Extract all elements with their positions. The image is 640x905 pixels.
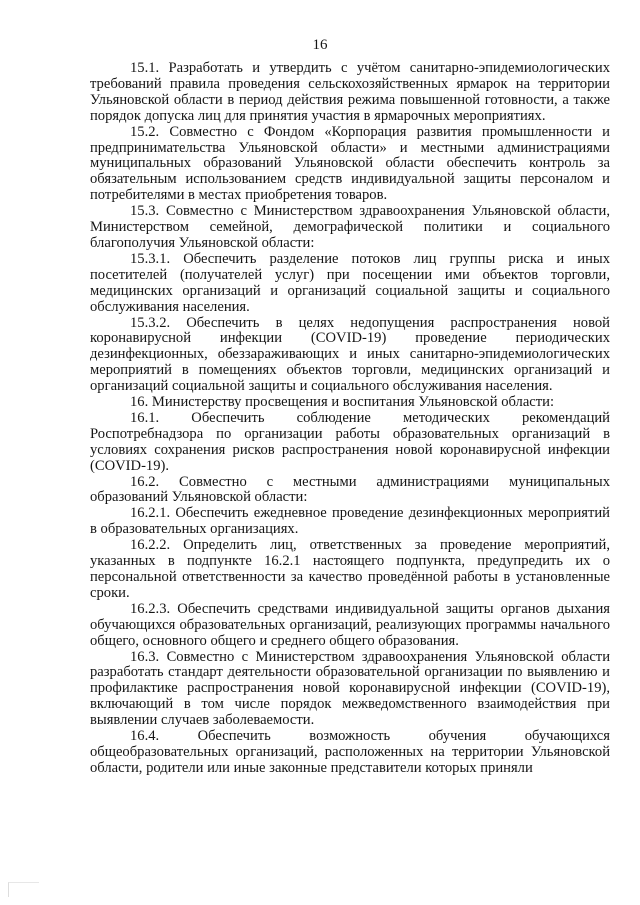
paragraph-15-3-1: 15.3.1. Обеспечить разделение потоков лиц группы риска и иных посетителей (получателей услуг) при посещении ими объектов торговли, медицинских организаций и организаций социальной защиты и социального обслуживания населения. [90, 250, 610, 315]
document-body [90, 61, 610, 777]
paragraph-16-2-3: 16.2.3. Обеспечить средствами индивидуальной защиты органов дыхания обучающихся образовательных организаций, реализующих программы начального общего, основного общего и среднего общего образования. [90, 600, 610, 649]
paragraph-16-2: 16.2. Совместно с местными администрациями муниципальных образований Ульяновской области: [90, 473, 610, 506]
paragraph-15-1: 15.1. Разработать и утвердить с учётом санитарно-эпидемиологических требований правила проведения сельскохозяйственных ярмарок на территории Ульяновской области в период действия режима повышенной готовности, а также порядок допуска лиц для принятия участия в ярмарочных мероприятиях. [90, 60, 610, 124]
paragraph-16-2-1: 16.2.1. Обеспечить ежедневное проведение дезинфекционных мероприятий в образовательных организациях. [90, 505, 610, 538]
paragraph-15-3: 15.3. Совместно с Министерством здравоохранения Ульяновской области, Министерством семейной, демографической политики и социального благополучия Ульяновской области: [90, 203, 610, 251]
paragraph-16-4: 16.4. Обеспечить возможность обучения обучающихся общеобразовательных организаций, расположенных на территории Ульяновской области, родители или иные законные представители которых приняли [90, 728, 610, 776]
scan-corner-mark [8, 882, 39, 897]
page-number: 16 [312, 37, 328, 53]
paragraph-15-2: 15.2. Совместно с Фондом «Корпорация развития промышленности и предпринимательства Ульяновской области» и местными администрациями муниципальных образований Ульяновской области обеспечить контроль за обязательным использованием средств индивидуальной защиты персоналом и потребителями в местах приобретения товаров. [90, 123, 610, 204]
paragraph-16-3: 16.3. Совместно с Министерством здравоохранения Ульяновской области разработать стандарт деятельности образовательной организации по выявлению и профилактике распространения новой коронавирусной инфекции (COVID-19), включающий в том числе порядок межведомственного взаимодействия при выявлении случаев заболеваемости. [90, 648, 610, 729]
paragraph-16-2-2: 16.2.2. Определить лиц, ответственных за проведение мероприятий, указанных в подпункте 16.2.1 настоящего подпункта, предупредить их о персональной ответственности за качество проведённой работы в установленные сроки. [90, 537, 610, 601]
paragraph-16-1: 16.1. Обеспечить соблюдение методических рекомендаций Роспотребнадзора по организации работы образовательных организаций в условиях сохранения рисков распространения новой коронавирусной инфекции (COVID-19). [90, 409, 610, 474]
paragraph-16: 16. Министерству просвещения и воспитания Ульяновской области: [130, 394, 555, 411]
paragraph-15-3-2: 15.3.2. Обеспечить в целях недопущения распространения новой коронавирусной инфекции (COVID-19) проведение периодических дезинфекционных, обеззараживающих и иных санитарно-эпидемиологических мероприятий в помещениях объектов торговли, медицинских организаций и организаций социальной защиты и социального обслуживания населения. [90, 314, 610, 395]
